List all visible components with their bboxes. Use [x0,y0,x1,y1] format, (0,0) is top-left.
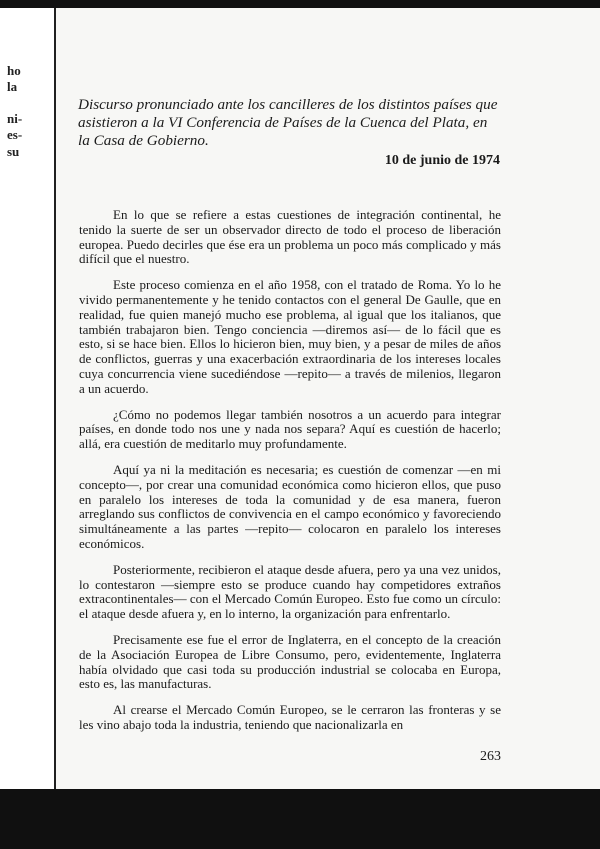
paragraph: Este proceso comienza en el año 1958, con el tratado de Roma. Yo lo he vivido permanentemente y he tenido contactos con el general De Gaulle, que en realidad, fue quien manejó mucho ese problema, al igual que los italianos, que también trabajaron bien. Tengo conciencia —diremos así— de lo fácil que es esto, si se hace bien. Ellos lo hicieron bien, muy bien, y a pesar de miles de años de conflictos, guerras y una exacerbación extraordinaria de los intereses locales cuya concurrencia viene sucediéndose —repito— a través de milenios, llegaron a un acuerdo. [79,277,501,396]
paragraph: En lo que se refiere a estas cuestiones de integración continental, he tenido la suerte de ser un observador directo de todo el proceso de liberación europea. Puedo decirles que ése era un problema un poco más complicado y más difícil que el nuestro. [79,207,501,267]
paragraph: Precisamente ese fue el error de Inglaterra, en el concepto de la creación de la Asociación Europea de Libre Consumo, pero, evidentemente, Inglaterra había olvidado que casi toda su producción industrial se colocaba en Europa, esto es, las manufacturas. [79,631,501,692]
top-scan-border [0,0,600,8]
paragraph: Aquí ya ni la meditación es necesaria; es cuestión de comenzar —en mi concepto—, por crear una comunidad económica como hicieron ellos, que puso en paralelo los intereses de toda la comunidad y de esa manera, fueron arreglando sus conflictos de convivencia en el campo económico y favoreciendo simultáneamente a las partes —repito— colocaron en paralelo los intereses económicos. [79,461,501,551]
page-number: 263 [480,749,501,764]
paragraph: Al crearse el Mercado Común Europeo, se le cerraron las fronteras y se les vino abajo toda la industria, teniendo que nacionalizarla en [79,702,501,732]
margin-fragment: es- [7,127,23,142]
adjacent-page-margin [0,8,54,789]
paragraph: Posteriormente, recibieron el ataque desde afuera, pero ya una vez unidos, lo contestaron —siempre esto se produce cuando hay competidores extraños extracontinentales— con el Mercado Común Europeo. Esto fue como un círculo: el ataque desde afuera y, en lo interno, la organización para enfrentarlo. [79,561,501,622]
document-page [56,8,600,789]
margin-fragment: la [7,79,18,94]
margin-fragment: ni- [7,111,23,126]
paragraph: ¿Cómo no podemos llegar también nosotros a un acuerdo para integrar países, en donde todo nos une y nada nos separa? Aquí es cuestión de hacerlo; allá, era cuestión de meditarlo muy profundamente. [79,406,501,452]
margin-fragment: ho [7,63,21,78]
speech-date: 10 de junio de 1974 [384,153,500,168]
speech-heading: Discurso pronunciado ante los cancilleres de los distintos países que asistieron a la VI Conferencia de Países de la Cuenca del Plata, en la Casa de Gobierno. [78,96,498,149]
margin-fragment: su [7,144,20,159]
speech-body [79,208,501,744]
bottom-scan-border [0,789,600,849]
